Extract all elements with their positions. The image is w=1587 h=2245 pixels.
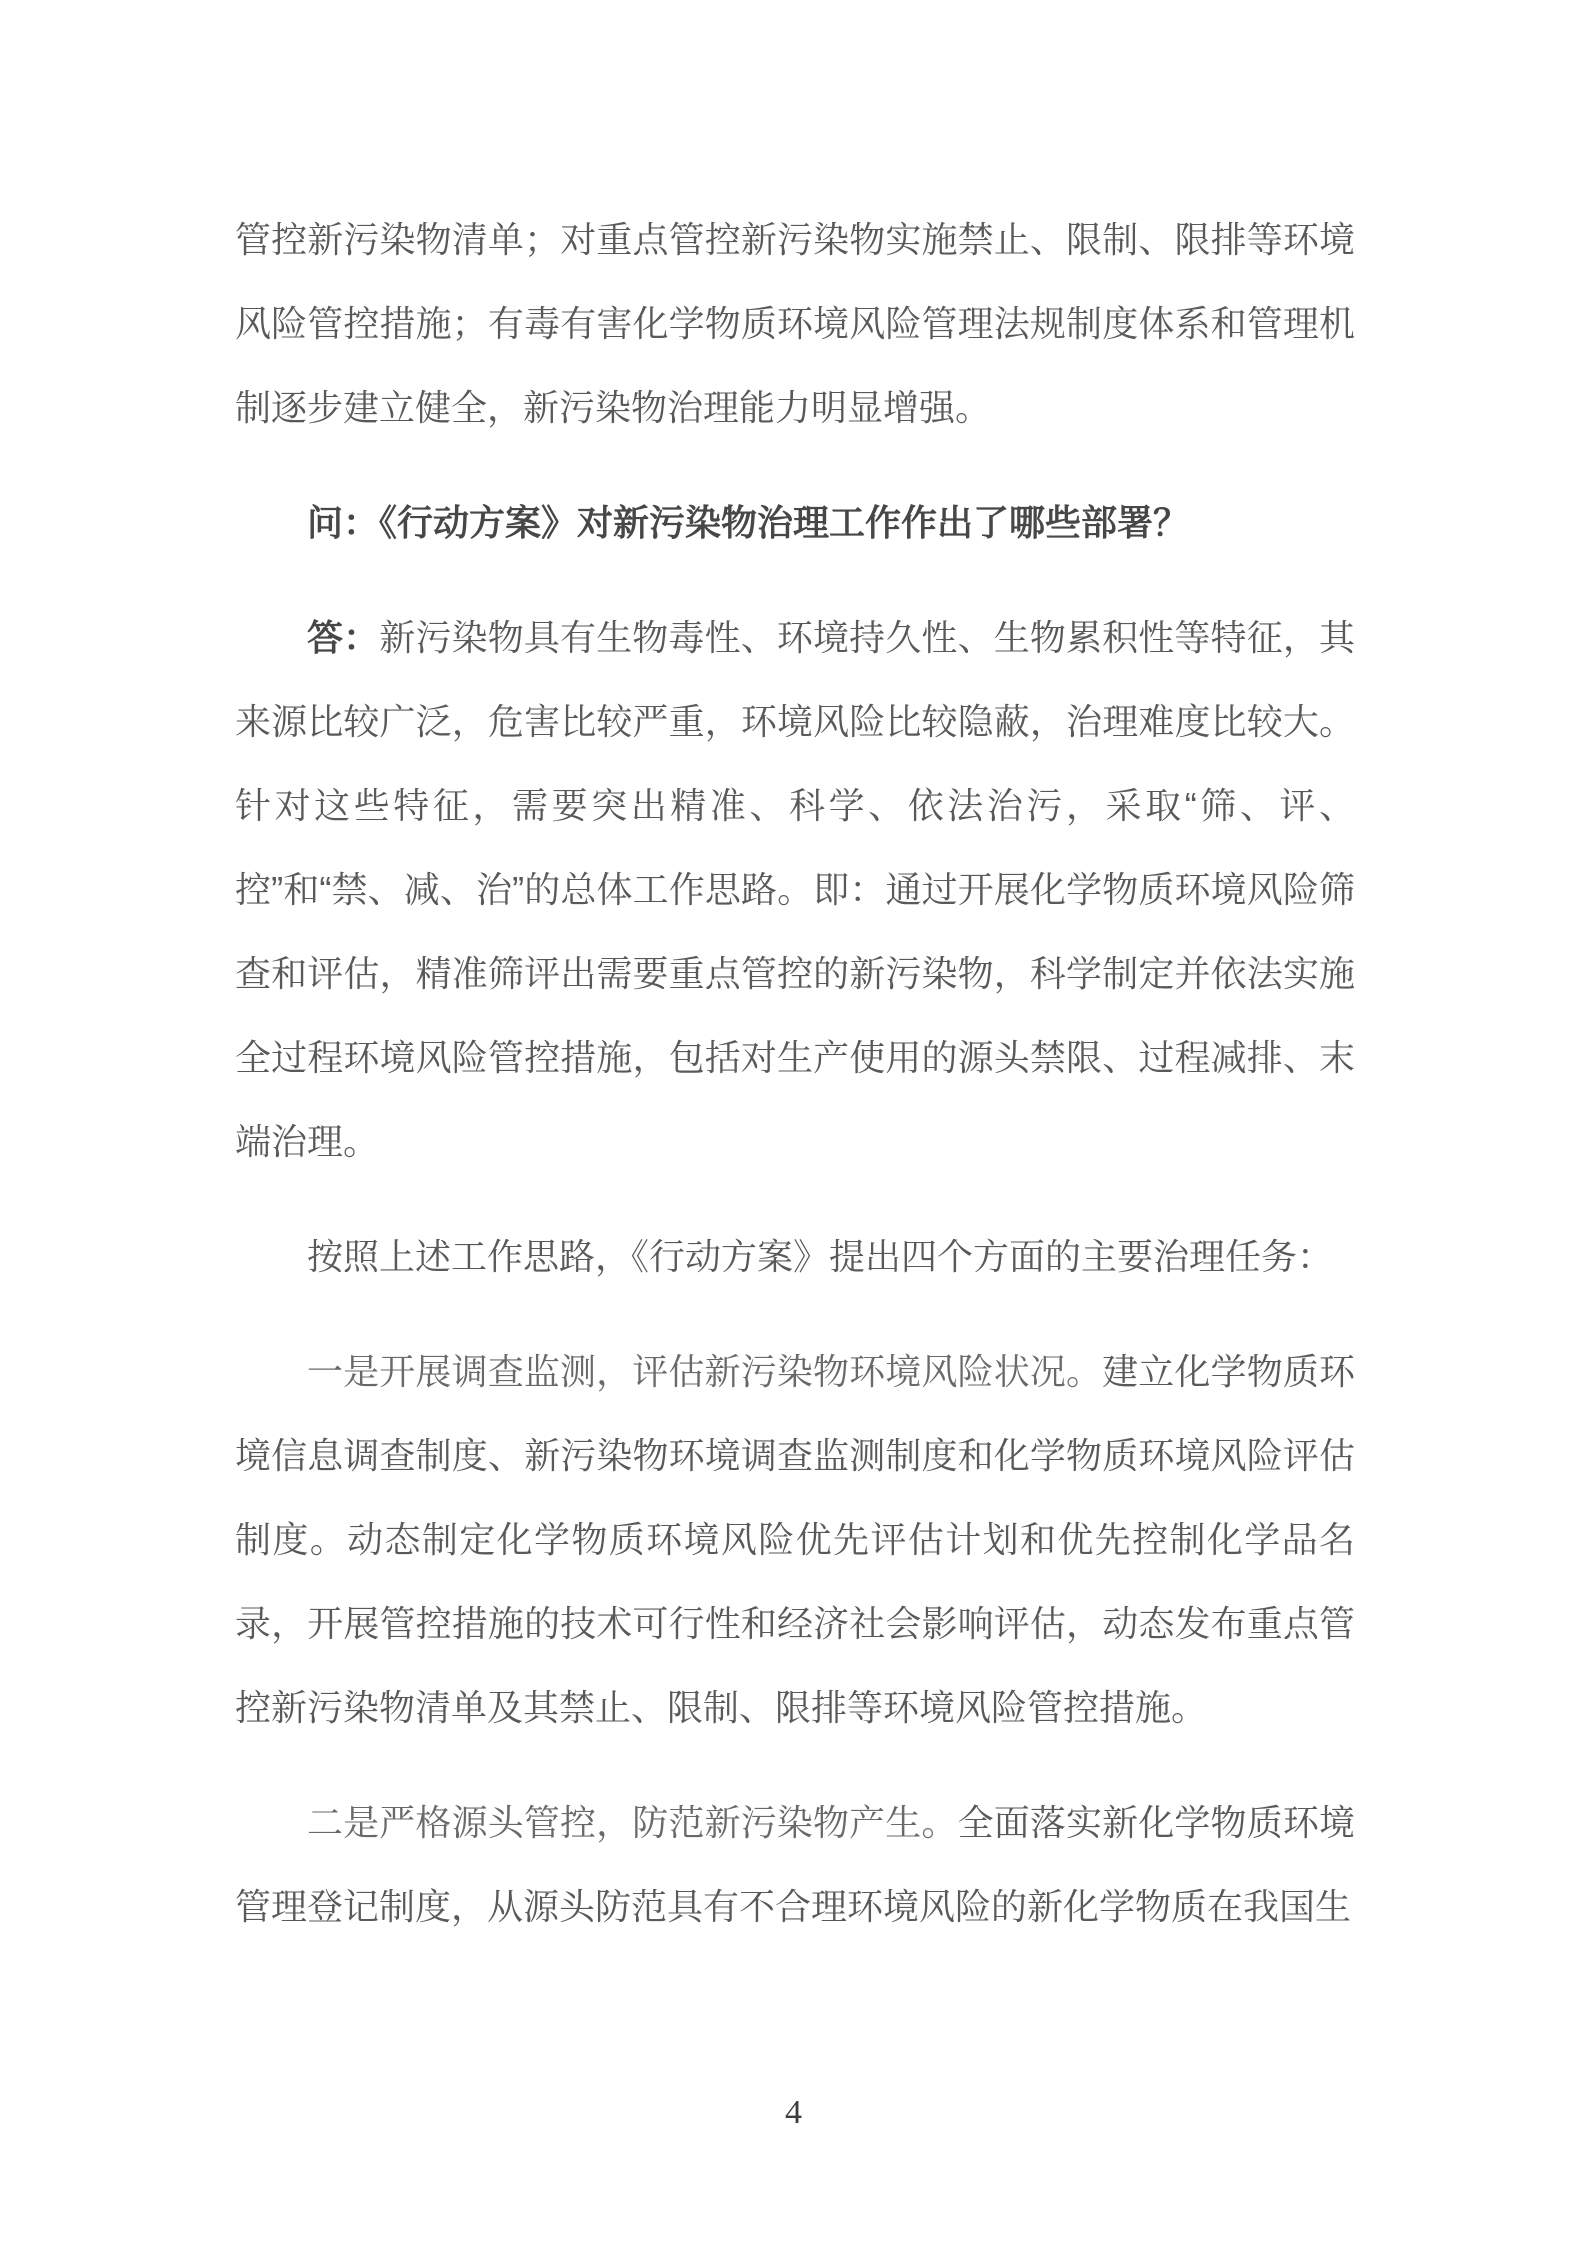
answer-label: 答：	[307, 617, 380, 658]
page-number: 4	[785, 2094, 802, 2131]
question-heading: 问：《行动方案》对新污染物治理工作作出了哪些部署？	[307, 502, 1190, 543]
task2-lead: 二是严格源头管控，防范新污染物产生。	[307, 1803, 958, 1843]
task2-paragraph	[235, 1781, 1355, 1949]
task1-paragraph	[235, 1330, 1355, 1750]
document-content	[235, 198, 1355, 1980]
paragraph-intro-continuation: 管控新污染物清单；对重点管控新污染物实施禁止、限制、限排等环境风险管控措施；有毒有害化学物质环境风险管理法规制度体系和管理机制逐步建立健全，新污染物治理能力明显增强。	[235, 219, 1355, 428]
task1-text: 建立化学物质环境信息调查制度、新污染物环境调查监测制度和化学物质环境风险评估制度。动态制定化学物质环境风险优先评估计划和优先控制化学品名录，开展管控措施的技术可行性和经济社会影响评估，动态发布重点管控新污染物清单及其禁止、限制、限排等环境风险管控措施。	[235, 1351, 1355, 1728]
task2-text: 全面落实新化学物质环境管理登记制度，从源头防范具有不合理环境风险的新化学物质在我国生	[235, 1802, 1355, 1927]
answer-text: 新污染物具有生物毒性、环境持久性、生物累积性等特征，其来源比较广泛，危害比较严重，环境风险比较隐蔽，治理难度比较大。针对这些特征，需要突出精准、科学、依法治污，采取“筛、评、控”和“禁、减、治”的总体工作思路。即：通过开展化学物质环境风险筛查和评估，精准筛评出需要重点管控的新污染物，科学制定并依法实施全过程环境风险管控措施，包括对生产使用的源头禁限、过程减排、末端治理。	[235, 617, 1355, 1162]
answer-paragraph	[235, 596, 1355, 1184]
page-footer	[0, 2093, 1587, 2133]
transition-paragraph: 按照上述工作思路，《行动方案》提出四个方面的主要治理任务：	[307, 1236, 1334, 1277]
task1-lead: 一是开展调查监测，评估新污染物环境风险状况。	[307, 1352, 1103, 1392]
